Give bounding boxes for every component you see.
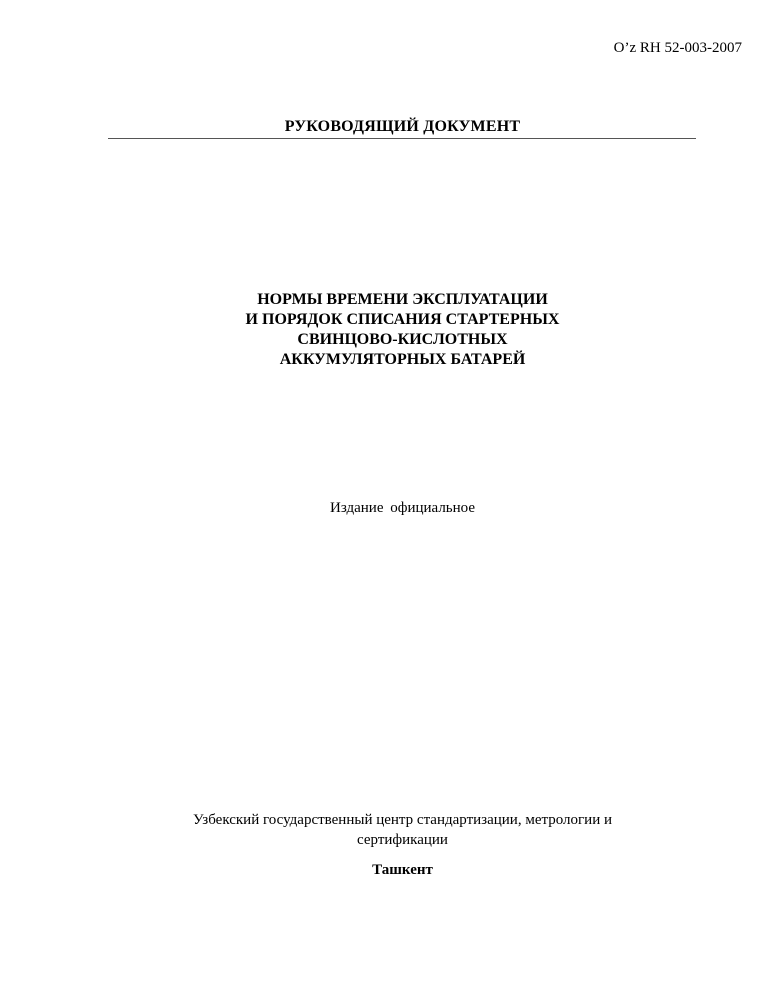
document-code: O’z RH 52-003-2007	[613, 40, 742, 56]
header-divider	[108, 138, 696, 139]
document-title-line: АККУМУЛЯТОРНЫХ БАТАРЕЙ	[279, 351, 526, 368]
organization-line: Узбекский государственный центр стандартизации, метрологии и	[193, 812, 612, 828]
organization-line: сертификации	[357, 832, 448, 848]
document-title-line: И ПОРЯДОК СПИСАНИЯ СТАРТЕРНЫХ	[245, 311, 560, 328]
document-title	[0, 290, 768, 370]
issuing-organization	[0, 810, 768, 850]
edition-label: Издание официальное	[329, 500, 476, 516]
document-type-heading: РУКОВОДЯЩИЙ ДОКУМЕНТ	[284, 118, 521, 135]
document-title-line: НОРМЫ ВРЕМЕНИ ЭКСПЛУАТАЦИИ	[257, 291, 548, 308]
publication-city: Ташкент	[372, 862, 433, 878]
document-title-line: СВИНЦОВО-КИСЛОТНЫХ	[297, 331, 508, 348]
